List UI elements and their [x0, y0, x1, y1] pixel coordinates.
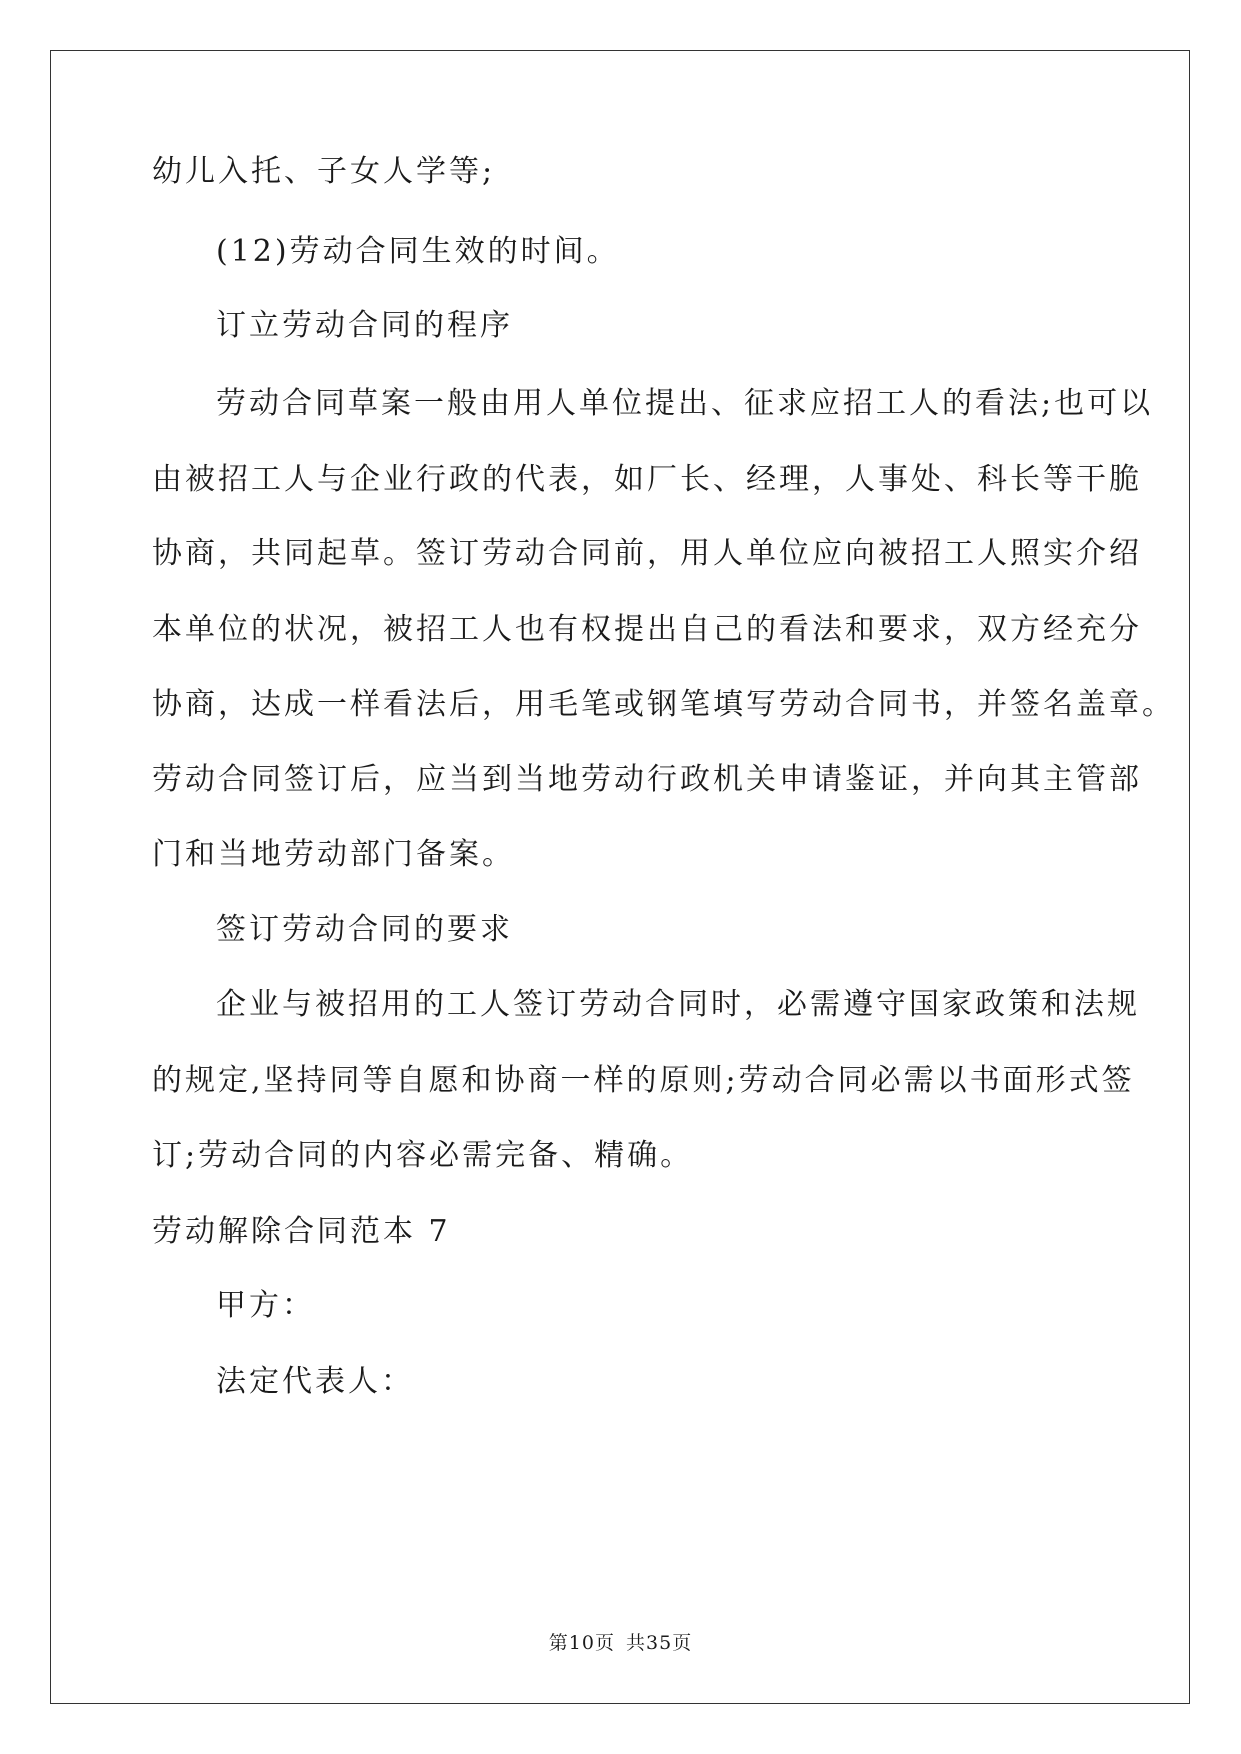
total-pages: 共35页 — [626, 1632, 693, 1654]
text-line: 订;劳动合同的内容必需完备、精确。 — [152, 1138, 694, 1173]
text-line: 的规定,坚持同等自愿和协商一样的原则;劳动合同必需以书面形式签 — [152, 1063, 1135, 1098]
text-line: 企业与被招用的工人签订劳动合同时，必需遵守国家政策和法规 — [216, 987, 1140, 1022]
page-number: 第10页 — [548, 1632, 615, 1654]
text-line: 法定代表人： — [216, 1364, 414, 1399]
page-border — [50, 50, 1190, 1704]
text-line: 劳动合同草案一般由用人单位提出、征求应招工人的看法;也可以 — [216, 386, 1154, 421]
text-line: 由被招工人与企业行政的代表，如厂长、经理，人事处、科长等干脆 — [152, 462, 1142, 497]
text-line: 门和当地劳动部门备案。 — [152, 837, 515, 872]
text-line: 协商，达成一样看法后，用毛笔或钢笔填写劳动合同书，并签名盖章。 — [152, 687, 1175, 722]
text-line: 幼儿入托、子女人学等; — [152, 154, 496, 189]
text-line: 劳动合同签订后，应当到当地劳动行政机关申请鉴证，并向其主管部 — [152, 762, 1142, 797]
text-line: (12)劳动合同生效的时间。 — [216, 234, 620, 269]
text-line: 甲方： — [216, 1288, 315, 1323]
text-line: 本单位的状况，被招工人也有权提出自己的看法和要求，双方经充分 — [152, 612, 1142, 647]
text-line: 协商，共同起草。签订劳动合同前，用人单位应向被招工人照实介绍 — [152, 536, 1142, 571]
section-heading: 签订劳动合同的要求 — [216, 912, 513, 947]
document-title: 劳动解除合同范本 7 — [152, 1214, 451, 1249]
page-footer — [0, 1630, 1241, 1656]
section-heading: 订立劳动合同的程序 — [216, 308, 513, 343]
